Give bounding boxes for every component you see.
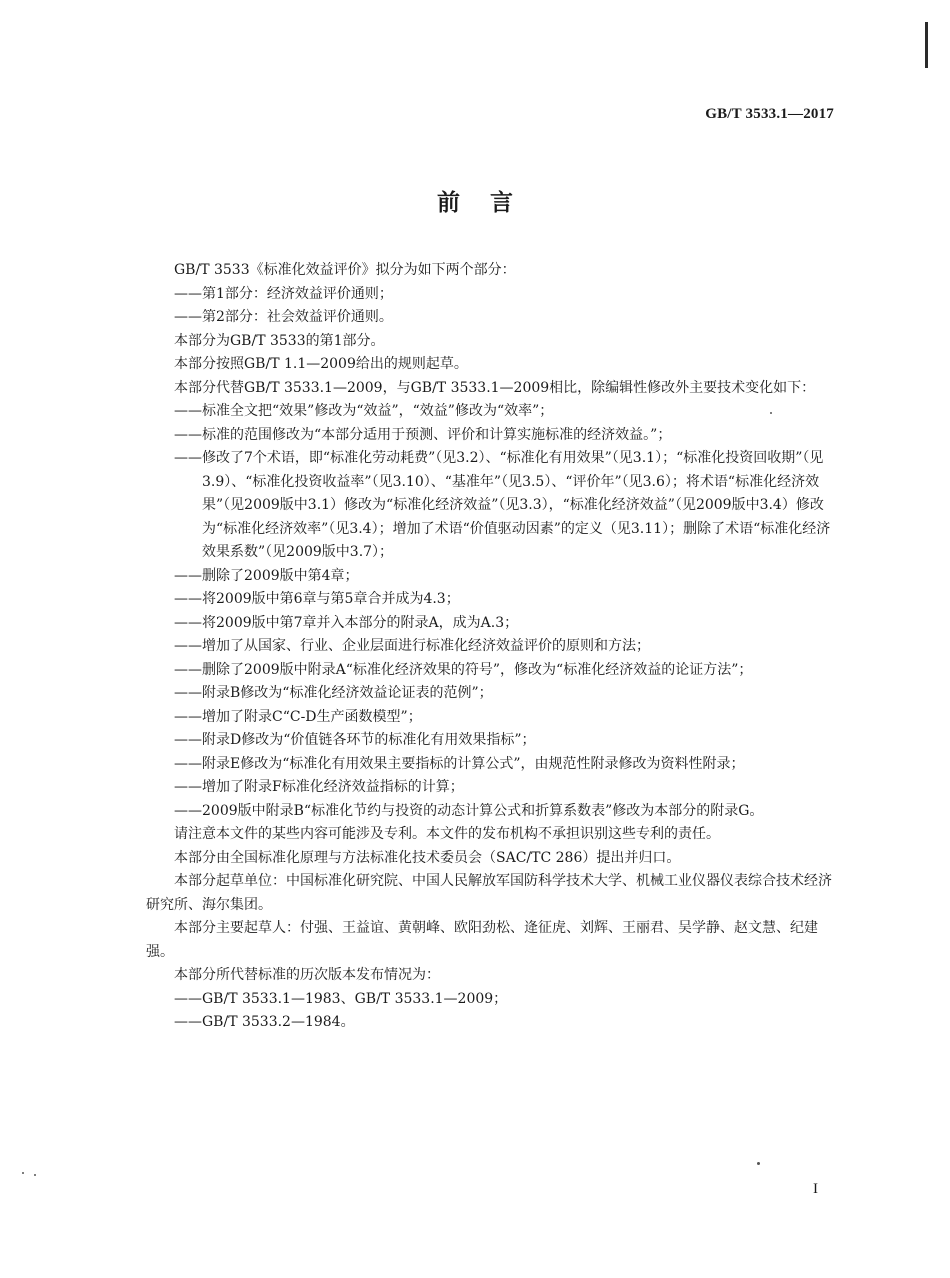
list-item-change: ——删除了2009版中附录A“标准化经济效果的符号”，修改为“标准化经济效益的论证方法”； [174,661,753,678]
paragraph-intro: GB/T 3533《标准化效益评价》拟分为如下两个部分： [174,262,516,278]
list-item-change: ——标准的范围修改为“本部分适用于预测、评价和计算实施标准的经济效益。”； [174,426,672,443]
list-item-history: ——GB/T 3533.2—1984。 [174,1014,355,1030]
list-item-change: ——将2009版中第6章与第5章合并成为4.3； [174,591,460,607]
list-item-part1: ——第1部分：经济效益评价通则； [174,285,393,302]
paragraph-drafters: 本部分主要起草人：付强、王益谊、黄朝峰、欧阳劲松、逄征虎、刘辉、王丽君、吴学静、赵文慧、纪建强。 [146,920,818,960]
paragraph-patent-notice: 请注意本文件的某些内容可能涉及专利。本文件的发布机构不承担识别这些专利的责任。 [174,826,720,842]
paragraph-replacement: 本部分代替GB/T 3533.1—2009，与GB/T 3533.1—2009相比，除编辑性修改外主要技术变化如下： [174,379,816,396]
document-code: GB/T 3533.1—2017 [705,106,834,122]
paragraph-history-intro: 本部分所代替标准的历次版本发布情况为： [174,967,440,983]
list-item-change: ——修改了7个术语，即“标准化劳动耗费”（见3.2）、“标准化有用效果”（见3.1）；“标准化投资回收期”（见3.9）、“标准化投资收益率”（见3.10）、“基准年”（见3.5）、“评价年”（见3.6）；将术语“标准化经济效果”（见2009版中3.1）修改为“标准化经济效益”（见3.3），“标准化经济效益”（见2009版中3.4）修改为“标准化经济效率”（见3.4）；增加了术语“价值驱动因素”的定义（见3.11）；删除了术语“标准化经济效果系数”（见2009版中3.7）； [174,450,831,560]
scan-speck [22,1172,24,1174]
list-item-history: ——GB/T 3533.1—1983、GB/T 3533.1—2009； [174,990,508,1007]
page-number: I [813,1181,818,1197]
list-item-change: ——删除了2009版中第4章； [174,567,359,584]
paragraph-part-statement: 本部分为GB/T 3533的第1部分。 [174,332,385,349]
paragraph-proposer: 本部分由全国标准化原理与方法标准化技术委员会（SAC/TC 286）提出并归口。 [174,849,681,866]
list-item-change: ——增加了附录F标准化经济效益指标的计算； [174,779,464,795]
list-item-change: ——标准全文把“效果”修改为“效益”，“效益”修改为“效率”； [174,403,554,419]
list-item-change: ——将2009版中第7章并入本部分的附录A，成为A.3； [174,614,519,631]
list-item-change: ——附录D修改为“价值链各环节的标准化有用效果指标”； [174,732,536,748]
list-item-change: ——2009版中附录B“标准化节约与投资的动态计算公式和折算系数表”修改为本部分的附录G。 [174,802,764,819]
list-item-change: ——附录B修改为“标准化经济效益论证表的范例”； [174,685,493,701]
list-item-change: ——增加了附录C“C-D生产函数模型”； [174,708,422,725]
page-title: 前言 [437,189,543,216]
scan-speck [770,412,772,414]
scan-speck [34,1174,36,1176]
list-item-change: ——增加了从国家、行业、企业层面进行标准化经济效益评价的原则和方法； [174,638,650,654]
list-item-part2: ——第2部分：社会效益评价通则。 [174,309,393,325]
scan-speck [757,1162,760,1165]
paragraph-drafting-units: 本部分起草单位：中国标准化研究院、中国人民解放军国防科学技术大学、机械工业仪器仪表综合技术经济研究所、海尔集团。 [146,873,832,913]
preface-body [146,259,836,1035]
paragraph-drafting-rules: 本部分按照GB/T 1.1—2009给出的规则起草。 [174,356,468,372]
scan-edge-mark [925,22,928,68]
list-item-change: ——附录E修改为“标准化有用效果主要指标的计算公式”，由规范性附录修改为资料性附录； [174,755,745,772]
